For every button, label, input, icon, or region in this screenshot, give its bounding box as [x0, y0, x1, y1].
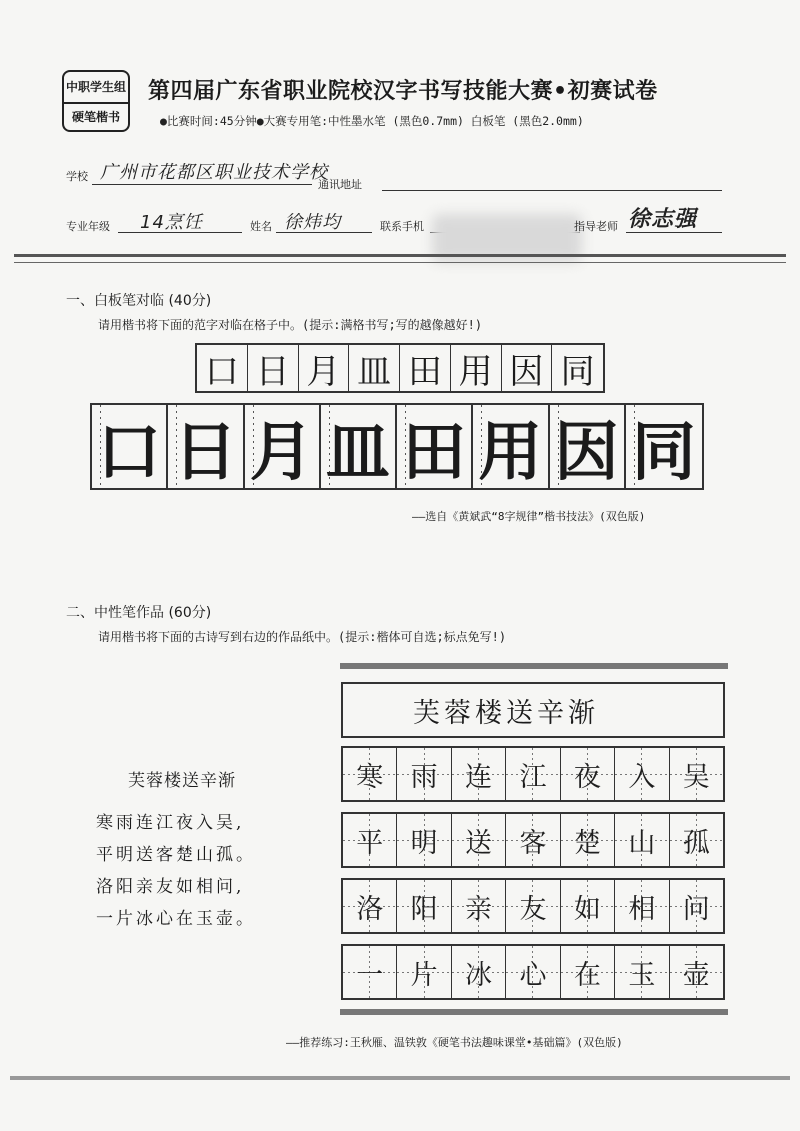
work-cell[interactable]: 一 — [343, 946, 397, 998]
work-cell[interactable]: 心 — [506, 946, 560, 998]
section2-recommend: ——推荐练习:王秋雁、温铁敦《硬笔书法趣味课堂•基础篇》(双色版) — [286, 1036, 623, 1049]
handwritten-cell[interactable]: 田 — [400, 345, 451, 391]
teacher-value[interactable]: 徐志强 — [628, 207, 698, 232]
poem-line: 一片冰心在玉壶。 — [96, 909, 256, 929]
badge-divider — [64, 102, 128, 104]
handwritten-cell[interactable]: 月 — [299, 345, 350, 391]
work-cell[interactable]: 玉 — [615, 946, 669, 998]
work-cell[interactable]: 在 — [561, 946, 615, 998]
work-cell[interactable]: 楚 — [561, 814, 615, 866]
model-character-row — [90, 403, 704, 490]
work-cell[interactable]: 雨 — [397, 748, 451, 800]
work-cell[interactable]: 如 — [561, 880, 615, 932]
work-cell[interactable]: 亲 — [452, 880, 506, 932]
work-cell[interactable]: 江 — [506, 748, 560, 800]
exam-subtitle: ●比赛时间:45分钟●大赛专用笔:中性墨水笔 (黑色0.7mm) 白板笔 (黑色2.0mm) — [160, 114, 584, 128]
badge-group-label: 中职学生组 — [65, 80, 126, 94]
section1-source: ——选自《黄斌武“8字规律”楷书技法》(双色版) — [412, 510, 646, 523]
work-cell[interactable]: 平 — [343, 814, 397, 866]
section1-instruction: 请用楷书将下面的范字对临在格子中。(提示:满格书写;写的越像越好!) — [98, 318, 483, 332]
model-character: 田 — [397, 405, 473, 488]
address-label: 通讯地址 — [318, 178, 362, 191]
section1-heading: 一、白板笔对临 (40分) — [66, 293, 212, 309]
work-cell[interactable]: 洛 — [343, 880, 397, 932]
work-cell[interactable]: 孤 — [670, 814, 723, 866]
handwritten-cell[interactable]: 用 — [451, 345, 502, 391]
group-badge — [62, 70, 130, 132]
work-cell[interactable]: 明 — [397, 814, 451, 866]
name-label: 姓名 — [250, 220, 272, 233]
badge-category-label: 硬笔楷书 — [71, 110, 120, 124]
work-paper-top-band — [340, 663, 728, 669]
work-grid-row — [341, 944, 725, 1000]
header-rule-thick — [14, 254, 786, 257]
work-cell[interactable]: 连 — [452, 748, 506, 800]
work-cell[interactable]: 入 — [615, 748, 669, 800]
poem-title: 芙蓉楼送辛渐 — [128, 771, 236, 791]
work-paper-bottom-band — [340, 1009, 728, 1015]
poem-line: 寒雨连江夜入吴, — [96, 813, 245, 833]
poem-line: 洛阳亲友如相问, — [96, 877, 245, 897]
work-cell[interactable]: 片 — [397, 946, 451, 998]
work-cell[interactable]: 送 — [452, 814, 506, 866]
work-title-box[interactable]: 芙蓉楼送辛渐 — [341, 682, 725, 738]
section2-instruction: 请用楷书将下面的古诗写到右边的作品纸中。(提示:楷体可自选;标点免写!) — [98, 630, 507, 644]
work-cell[interactable]: 相 — [615, 880, 669, 932]
school-underline — [92, 184, 312, 185]
handwritten-cell[interactable]: 口 — [197, 345, 248, 391]
name-value[interactable]: 徐炜均 — [284, 212, 341, 233]
model-character: 同 — [626, 405, 702, 488]
work-cell[interactable]: 壶 — [670, 946, 723, 998]
model-character: 用 — [473, 405, 549, 488]
teacher-label: 指导老师 — [574, 220, 618, 233]
work-cell[interactable]: 山 — [615, 814, 669, 866]
model-character: 皿 — [321, 405, 397, 488]
major-value[interactable]: 14烹饪 — [140, 212, 203, 233]
work-grid-row — [341, 746, 725, 802]
handwritten-cell[interactable]: 日 — [248, 345, 299, 391]
work-cell[interactable]: 客 — [506, 814, 560, 866]
poem-line: 平明送客楚山孤。 — [96, 845, 256, 865]
model-character: 日 — [168, 405, 244, 488]
model-character: 口 — [92, 405, 168, 488]
work-grid-row — [341, 812, 725, 868]
work-cell[interactable]: 冰 — [452, 946, 506, 998]
school-value[interactable]: 广州市花都区职业技术学校 — [100, 162, 328, 183]
exam-title: 第四届广东省职业院校汉字书写技能大赛•初赛试卷 — [148, 79, 658, 104]
model-character: 月 — [245, 405, 321, 488]
section2-heading: 二、中性笔作品 (60分) — [66, 605, 212, 621]
school-label: 学校 — [66, 170, 88, 183]
work-cell[interactable]: 寒 — [343, 748, 397, 800]
handwritten-copy-row — [195, 343, 605, 393]
footer-rule — [10, 1076, 790, 1080]
handwritten-cell[interactable]: 因 — [502, 345, 553, 391]
work-grid-row — [341, 878, 725, 934]
handwritten-cell[interactable]: 同 — [560, 351, 595, 392]
header-rule-thin — [14, 262, 786, 263]
address-underline[interactable] — [382, 190, 722, 191]
work-cell[interactable]: 夜 — [561, 748, 615, 800]
handwritten-cell[interactable]: 皿 — [349, 345, 400, 391]
model-character: 因 — [550, 405, 626, 488]
work-cell[interactable]: 友 — [506, 880, 560, 932]
work-cell[interactable]: 吴 — [670, 748, 723, 800]
work-cell[interactable]: 问 — [670, 880, 723, 932]
major-label: 专业年级 — [66, 220, 110, 233]
work-cell[interactable]: 阳 — [397, 880, 451, 932]
phone-label: 联系手机 — [380, 220, 424, 233]
